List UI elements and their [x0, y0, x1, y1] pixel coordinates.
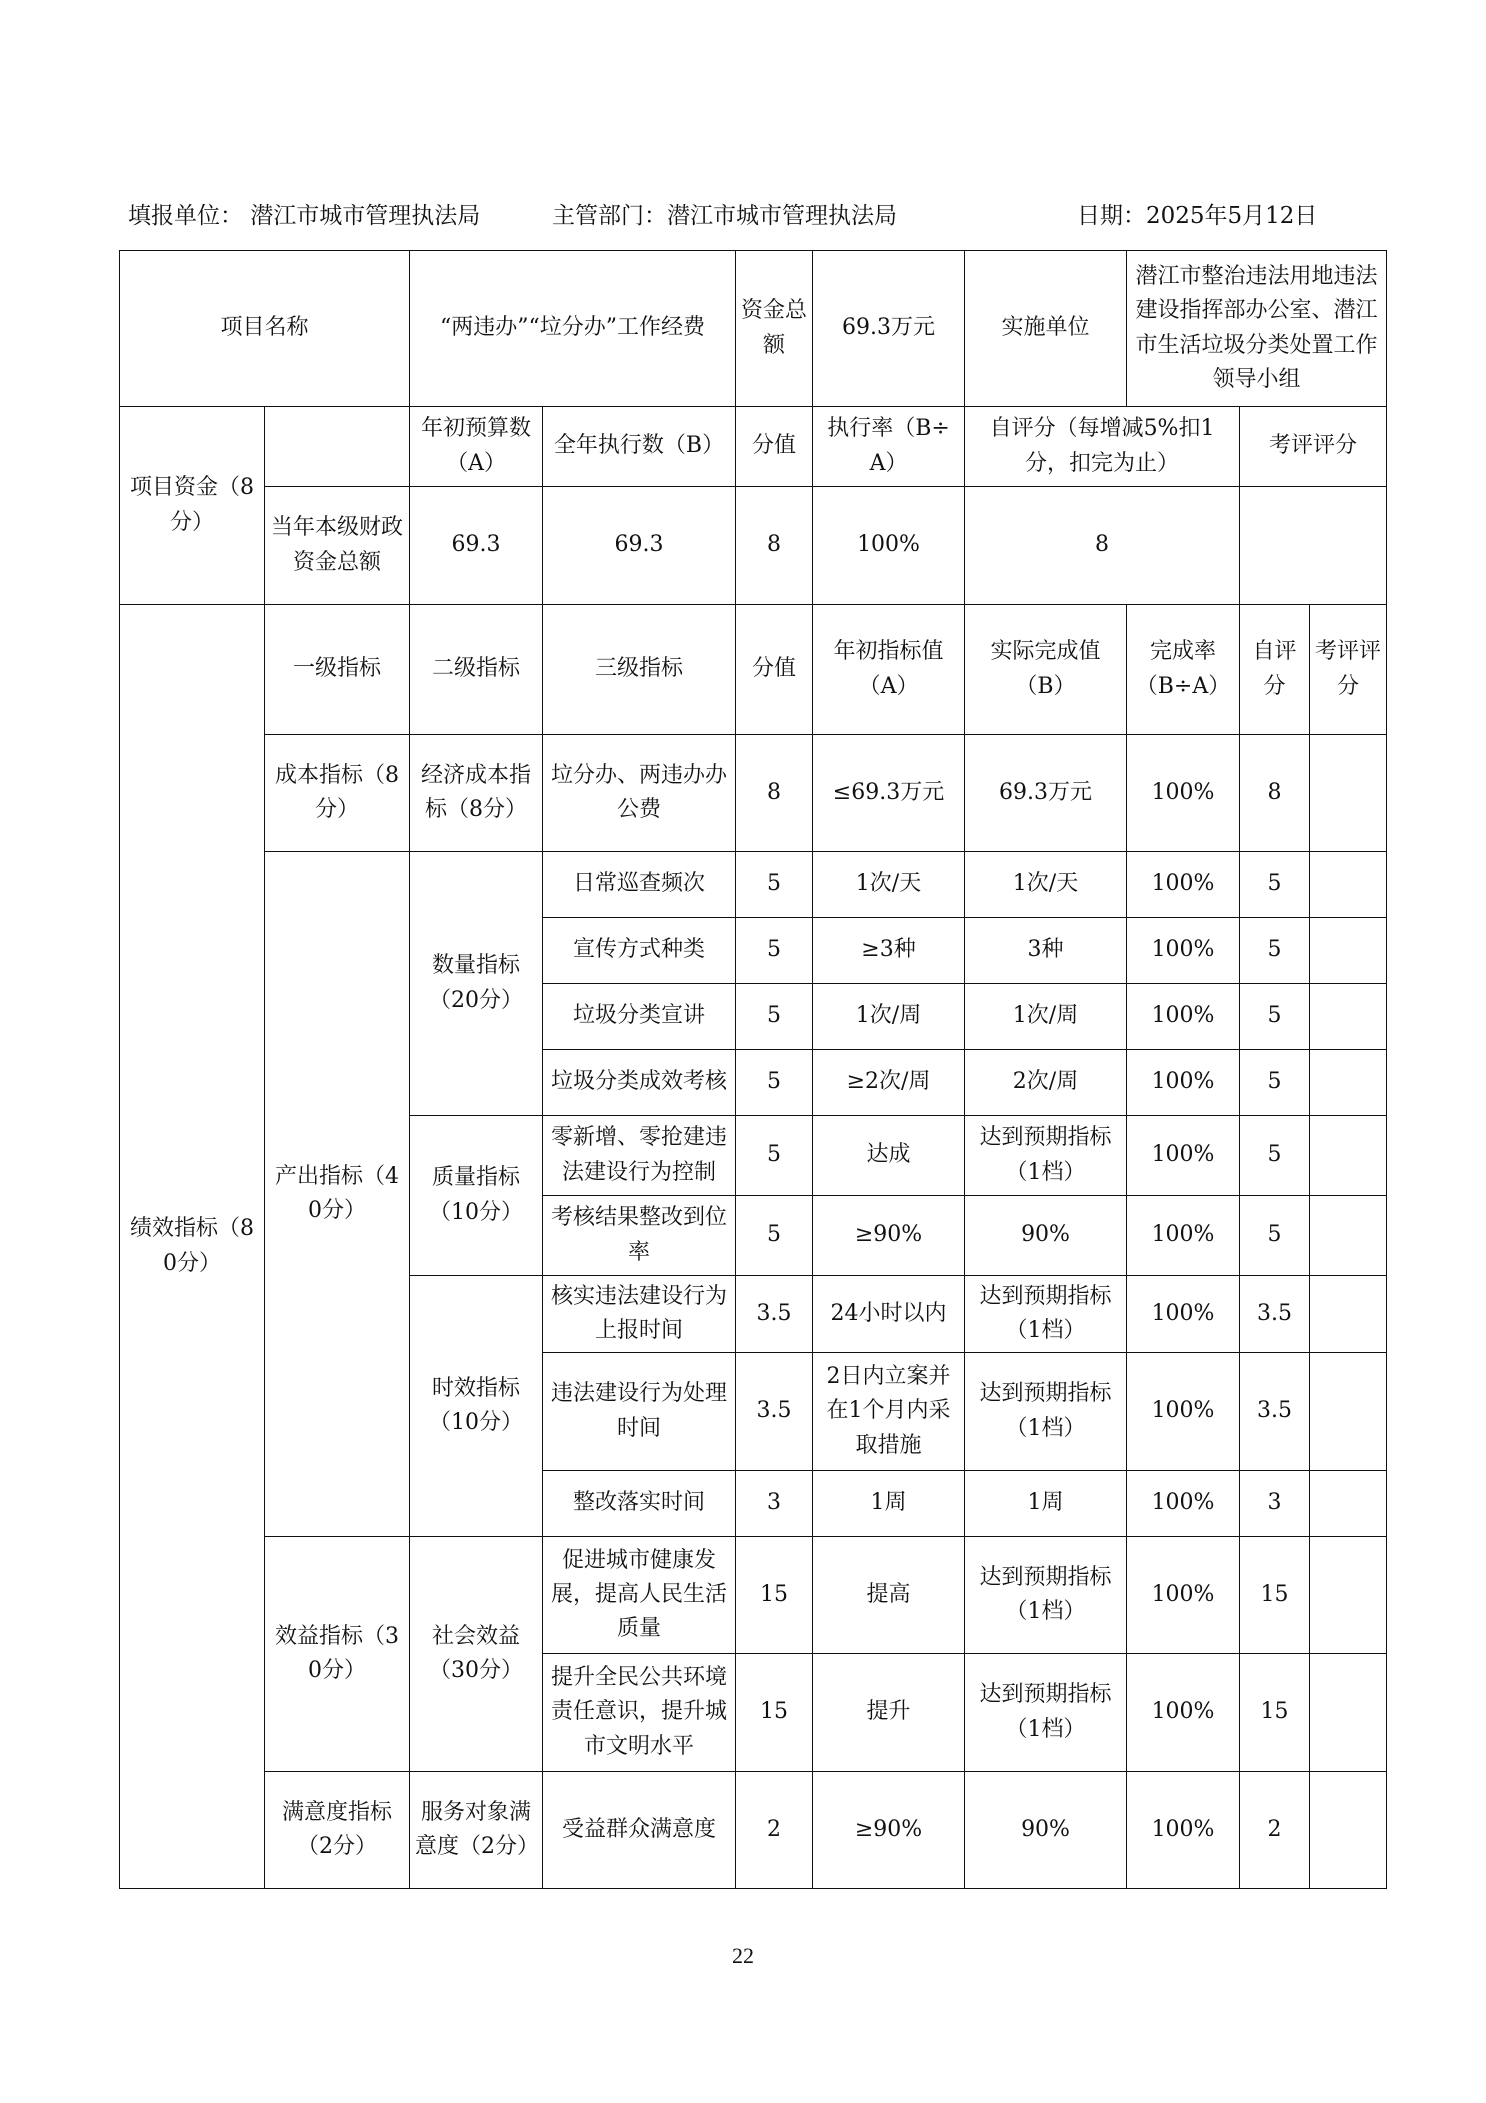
indicator-name: 垃圾分类宣讲: [543, 984, 736, 1050]
indicator-name: 日常巡查频次: [543, 852, 736, 918]
indicator-review-score: [1310, 1537, 1387, 1654]
funds-budget: 69.3: [410, 487, 543, 605]
indicator-review-score: [1310, 1116, 1387, 1196]
funds-rate: 100%: [813, 487, 965, 605]
quantity-l2: 数量指标（20分）: [410, 852, 543, 1116]
col-budget: 年初预算数（A）: [410, 407, 543, 487]
reporting-unit: 填报单位： 潜江市城市管理执法局: [128, 203, 481, 229]
indicator-name: 零新增、零抢建违法建设行为控制: [543, 1116, 736, 1196]
indicator-score: 5: [736, 984, 813, 1050]
indicator-rate: 100%: [1127, 984, 1240, 1050]
indicator-self-score: 15: [1240, 1654, 1310, 1772]
indicator-target: 24小时以内: [813, 1276, 965, 1353]
indicator-score: 5: [736, 1196, 813, 1276]
cost-l1: 成本指标（8分）: [265, 735, 410, 852]
indicator-review-score: [1310, 1050, 1387, 1116]
col-score: 分值: [736, 407, 813, 487]
indicator-rate: 100%: [1127, 1196, 1240, 1276]
satisfaction-l1: 满意度指标（2分）: [265, 1772, 410, 1889]
indicator-score: 2: [736, 1772, 813, 1889]
indicator-self-score: 15: [1240, 1537, 1310, 1654]
indicator-rate: 100%: [1127, 918, 1240, 984]
col-rate: 执行率（B÷A）: [813, 407, 965, 487]
perf-header-cell: 分值: [736, 605, 813, 735]
total-funds-value: 69.3万元: [813, 251, 965, 407]
perf-header-cell: 年初指标值（A）: [813, 605, 965, 735]
indicator-name: 整改落实时间: [543, 1471, 736, 1537]
quality-l2: 质量指标（10分）: [410, 1116, 543, 1276]
indicator-name: 核实违法建设行为上报时间: [543, 1276, 736, 1353]
indicator-name: 垃分办、两违办办公费: [543, 735, 736, 852]
indicator-name: 垃圾分类成效考核: [543, 1050, 736, 1116]
indicator-target: 1周: [813, 1471, 965, 1537]
indicator-target: 提高: [813, 1537, 965, 1654]
project-name-value: “两违办”“垃分办”工作经费: [410, 251, 736, 407]
indicator-rate: 100%: [1127, 1772, 1240, 1889]
indicator-review-score: [1310, 1471, 1387, 1537]
supervising-department: 主管部门：潜江市城市管理执法局: [552, 203, 897, 229]
project-name-label: 项目名称: [120, 251, 410, 407]
perf-header-row: [120, 605, 1387, 735]
col-review-score: 考评评分: [1240, 407, 1387, 487]
indicator-actual: 69.3万元: [965, 735, 1127, 852]
indicator-actual: 达到预期指标（1档）: [965, 1353, 1127, 1471]
indicator-target: ≥90%: [813, 1772, 965, 1889]
indicator-self-score: 3: [1240, 1471, 1310, 1537]
indicator-review-score: [1310, 735, 1387, 852]
indicator-rate: 100%: [1127, 1353, 1240, 1471]
col-exec: 全年执行数（B）: [543, 407, 736, 487]
indicator-target: ≤69.3万元: [813, 735, 965, 852]
funds-empty-cell: [265, 407, 410, 487]
benefit-l2: 社会效益（30分）: [410, 1537, 543, 1772]
indicator-target: ≥2次/周: [813, 1050, 965, 1116]
page-number: 22: [732, 1943, 754, 1968]
indicator-target: ≥90%: [813, 1196, 965, 1276]
indicator-self-score: 3.5: [1240, 1276, 1310, 1353]
indicator-rate: 100%: [1127, 1471, 1240, 1537]
project-row: [120, 251, 1387, 407]
indicator-actual: 2次/周: [965, 1050, 1127, 1116]
indicator-actual: 90%: [965, 1196, 1127, 1276]
benefit-l1: 效益指标（30分）: [265, 1537, 410, 1772]
total-funds-label: 资金总额: [736, 251, 813, 407]
output-l1: 产出指标（40分）: [265, 852, 410, 1537]
indicator-rate: 100%: [1127, 1050, 1240, 1116]
indicator-self-score: 3.5: [1240, 1353, 1310, 1471]
indicator-review-score: [1310, 1196, 1387, 1276]
indicator-rate: 100%: [1127, 852, 1240, 918]
perf-header-cell: 一级指标: [265, 605, 410, 735]
indicator-actual: 90%: [965, 1772, 1127, 1889]
indicator-actual: 3种: [965, 918, 1127, 984]
indicator-self-score: 5: [1240, 1050, 1310, 1116]
implementing-unit-value: 潜江市整治违法用地违法建设指挥部办公室、潜江市生活垃圾分类处置工作领导小组: [1127, 251, 1387, 407]
funds-review-score: [1240, 487, 1387, 605]
indicator-rate: 100%: [1127, 1116, 1240, 1196]
indicator-actual: 1周: [965, 1471, 1127, 1537]
indicator-self-score: 5: [1240, 1116, 1310, 1196]
indicator-review-score: [1310, 1353, 1387, 1471]
table-row: [120, 735, 1387, 852]
indicator-target: 1次/天: [813, 852, 965, 918]
cost-l2: 经济成本指标（8分）: [410, 735, 543, 852]
indicator-actual: 达到预期指标（1档）: [965, 1654, 1127, 1772]
indicator-score: 5: [736, 918, 813, 984]
indicator-score: 3: [736, 1471, 813, 1537]
funds-row-label: 当年本级财政资金总额: [265, 487, 410, 605]
funds-section-label: 项目资金（8分）: [120, 407, 265, 605]
indicator-target: ≥3种: [813, 918, 965, 984]
indicator-review-score: [1310, 918, 1387, 984]
funds-value-row: [120, 487, 1387, 605]
perf-header-cell: 实际完成值（B）: [965, 605, 1127, 735]
table-row: [120, 852, 1387, 918]
indicator-review-score: [1310, 1772, 1387, 1889]
indicator-self-score: 5: [1240, 1196, 1310, 1276]
indicator-rate: 100%: [1127, 735, 1240, 852]
indicator-self-score: 2: [1240, 1772, 1310, 1889]
indicator-score: 5: [736, 1116, 813, 1196]
table-row: [120, 1537, 1387, 1654]
indicator-rate: 100%: [1127, 1276, 1240, 1353]
indicator-score: 3.5: [736, 1353, 813, 1471]
indicator-score: 15: [736, 1654, 813, 1772]
indicator-score: 15: [736, 1537, 813, 1654]
table-row: [120, 1772, 1387, 1889]
indicator-score: 5: [736, 1050, 813, 1116]
indicator-self-score: 5: [1240, 852, 1310, 918]
satisfaction-l2: 服务对象满意度（2分）: [410, 1772, 543, 1889]
indicator-actual: 达到预期指标（1档）: [965, 1276, 1127, 1353]
indicator-target: 1次/周: [813, 984, 965, 1050]
perf-header-cell: 完成率（B÷A）: [1127, 605, 1240, 735]
indicator-target: 2日内立案并在1个月内采取措施: [813, 1353, 965, 1471]
indicator-score: 5: [736, 852, 813, 918]
indicator-target: 达成: [813, 1116, 965, 1196]
indicator-target: 提升: [813, 1654, 965, 1772]
perf-header-cell: 三级指标: [543, 605, 736, 735]
indicator-rate: 100%: [1127, 1537, 1240, 1654]
funds-exec: 69.3: [543, 487, 736, 605]
perf-header-cell: 考评评分: [1310, 605, 1387, 735]
funds-self-score: 8: [965, 487, 1240, 605]
indicator-review-score: [1310, 1654, 1387, 1772]
funds-header-row: [120, 407, 1387, 487]
indicator-name: 违法建设行为处理时间: [543, 1353, 736, 1471]
indicator-rate: 100%: [1127, 1654, 1240, 1772]
indicator-actual: 达到预期指标（1档）: [965, 1116, 1127, 1196]
indicator-actual: 达到预期指标（1档）: [965, 1537, 1127, 1654]
indicator-self-score: 5: [1240, 918, 1310, 984]
perf-header-cell: 二级指标: [410, 605, 543, 735]
indicator-name: 提升全民公共环境责任意识，提升城市文明水平: [543, 1654, 736, 1772]
indicator-name: 考核结果整改到位率: [543, 1196, 736, 1276]
indicator-name: 受益群众满意度: [543, 1772, 736, 1889]
indicator-score: 3.5: [736, 1276, 813, 1353]
indicator-name: 促进城市健康发展，提高人民生活质量: [543, 1537, 736, 1654]
indicator-self-score: 8: [1240, 735, 1310, 852]
report-date: 日期：2025年5月12日: [1077, 203, 1318, 229]
funds-score: 8: [736, 487, 813, 605]
report-header: [128, 197, 1348, 227]
perf-section-label: 绩效指标（80分）: [120, 605, 265, 1889]
indicator-score: 8: [736, 735, 813, 852]
indicator-review-score: [1310, 984, 1387, 1050]
indicator-name: 宣传方式种类: [543, 918, 736, 984]
perf-header-cell: 自评分: [1240, 605, 1310, 735]
timeliness-l2: 时效指标（10分）: [410, 1276, 543, 1537]
implementing-unit-label: 实施单位: [965, 251, 1127, 407]
indicator-review-score: [1310, 852, 1387, 918]
indicator-actual: 1次/天: [965, 852, 1127, 918]
indicator-self-score: 5: [1240, 984, 1310, 1050]
col-self-score: 自评分（每增减5%扣1分，扣完为止）: [965, 407, 1240, 487]
indicator-review-score: [1310, 1276, 1387, 1353]
performance-evaluation-table: [119, 250, 1387, 1889]
indicator-actual: 1次/周: [965, 984, 1127, 1050]
